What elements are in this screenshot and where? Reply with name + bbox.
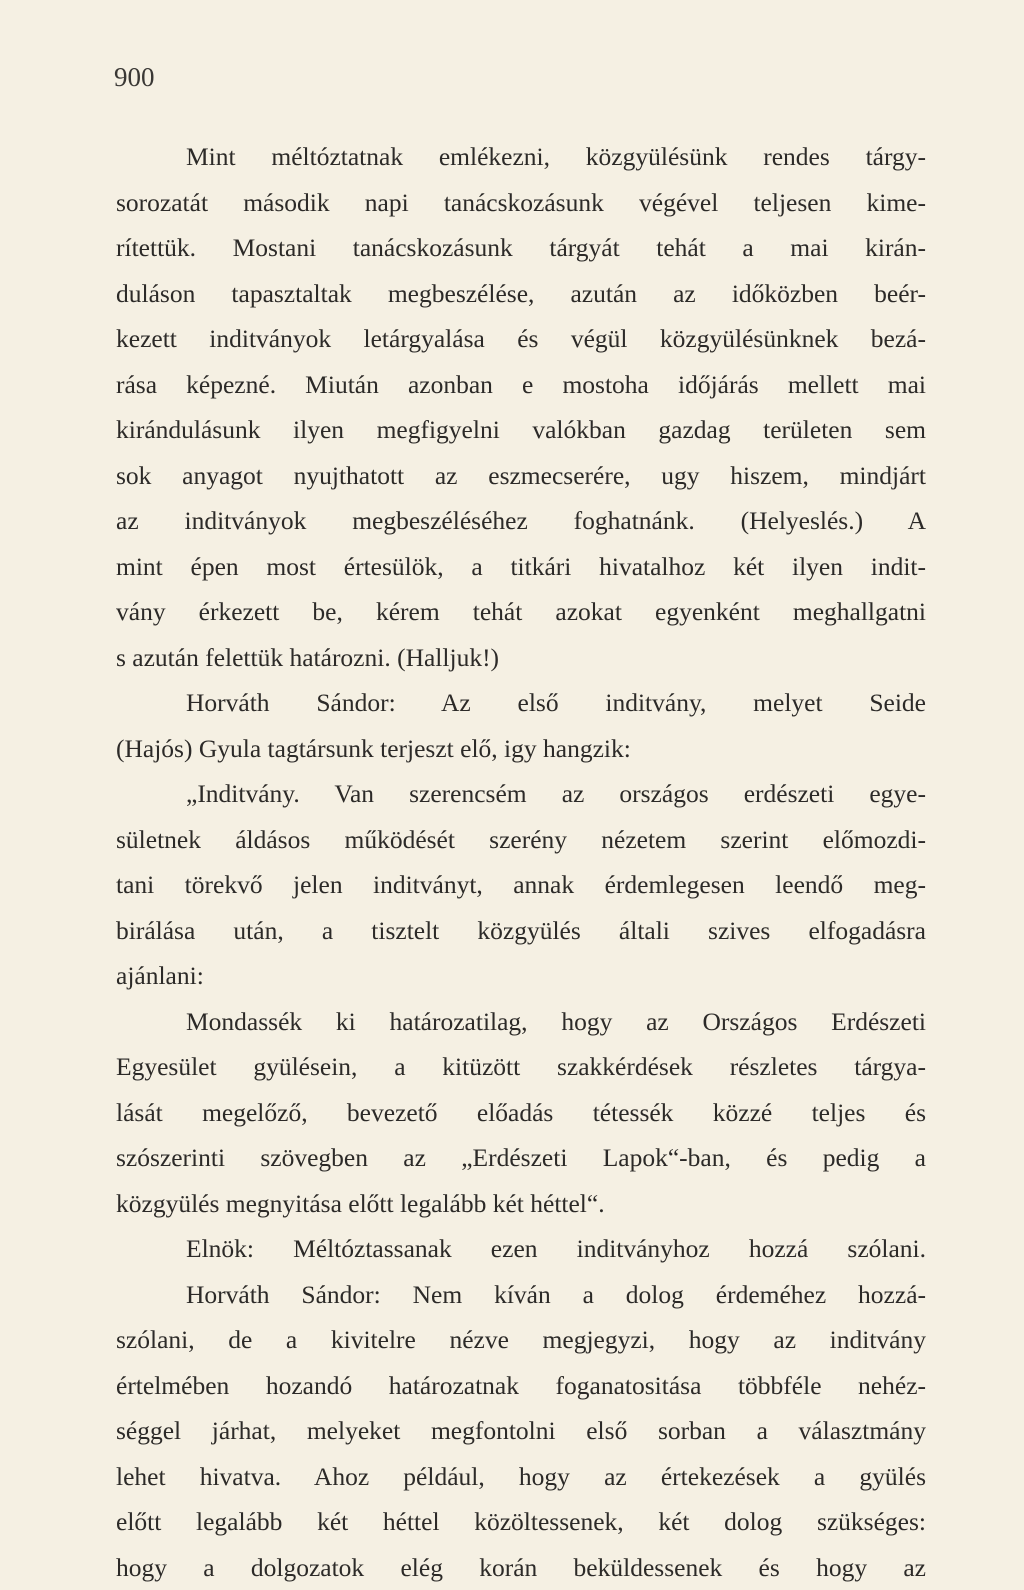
text-line: sületnek áldásos működését szerény nézetem szerint előmozdi- (116, 817, 926, 863)
text-line: tani törekvő jelen inditványt, annak érdemlegesen leendő meg- (116, 862, 926, 908)
text-line: szószerinti szövegben az „Erdészeti Lapok“-ban, és pedig a (116, 1135, 926, 1181)
text-line: hogy a dolgozatok elég korán beküldessenek és hogy az (116, 1545, 926, 1590)
text-line: ajánlani: (116, 953, 926, 999)
text-line: birálása után, a tisztelt közgyülés általi szives elfogadásra (116, 908, 926, 954)
text-line: lehet hivatva. Ahoz például, hogy az értekezések a gyülés (116, 1454, 926, 1500)
page-number: 900 (114, 60, 155, 94)
text-line: Elnök: Méltóztassanak ezen inditványhoz hozzá szólani. (116, 1226, 926, 1272)
text-line: sorozatát második napi tanácskozásunk végével teljesen kime- (116, 180, 926, 226)
text-line: rása képezné. Miután azonban e mostoha időjárás mellett mai (116, 362, 926, 408)
text-line: kirándulásunk ilyen megfigyelni valókban gazdag területen sem (116, 407, 926, 453)
text-line: lását megelőző, bevezető előadás tétessék közzé teljes és (116, 1090, 926, 1136)
text-line: Horváth Sándor: Az első inditvány, melyet Seide (116, 680, 926, 726)
text-line: „Inditvány. Van szerencsém az országos erdészeti egye- (116, 771, 926, 817)
text-line: mint épen most értesülök, a titkári hivatalhoz két ilyen indit- (116, 544, 926, 590)
text-line: séggel járhat, melyeket megfontolni első sorban a választmány (116, 1408, 926, 1454)
text-line: Mint méltóztatnak emlékezni, közgyülésünk rendes tárgy- (116, 134, 926, 180)
text-line: előtt legalább két héttel közöltessenek, két dolog szükséges: (116, 1499, 926, 1545)
text-line: Mondassék ki határozatilag, hogy az Országos Erdészeti (116, 999, 926, 1045)
text-line: közgyülés megnyitása előtt legalább két héttel“. (116, 1181, 926, 1227)
text-line: duláson tapasztaltak megbeszélése, azután az időközben beér- (116, 271, 926, 317)
text-line: szólani, de a kivitelre nézve megjegyzi, hogy az inditvány (116, 1317, 926, 1363)
text-line: (Hajós) Gyula tagtársunk terjeszt elő, igy hangzik: (116, 726, 926, 772)
text-line: Egyesület gyülésein, a kitüzött szakkérdések részletes tárgya- (116, 1044, 926, 1090)
text-line: rítettük. Mostani tanácskozásunk tárgyát tehát a mai kirán- (116, 225, 926, 271)
text-line: vány érkezett be, kérem tehát azokat egyenként meghallgatni (116, 589, 926, 635)
text-line: Horváth Sándor: Nem kíván a dolog érdeméhez hozzá- (116, 1272, 926, 1318)
text-line: az inditványok megbeszéléséhez foghatnánk. (Helyeslés.) A (116, 498, 926, 544)
text-line: s azután felettük határozni. (Halljuk!) (116, 635, 926, 681)
text-line: sok anyagot nyujthatott az eszmecserére, ugy hiszem, mindjárt (116, 453, 926, 499)
body-text (116, 134, 926, 1590)
text-line: kezett inditványok letárgyalása és végül közgyülésünknek bezá- (116, 316, 926, 362)
text-line: értelmében hozandó határozatnak foganatositása többféle nehéz- (116, 1363, 926, 1409)
